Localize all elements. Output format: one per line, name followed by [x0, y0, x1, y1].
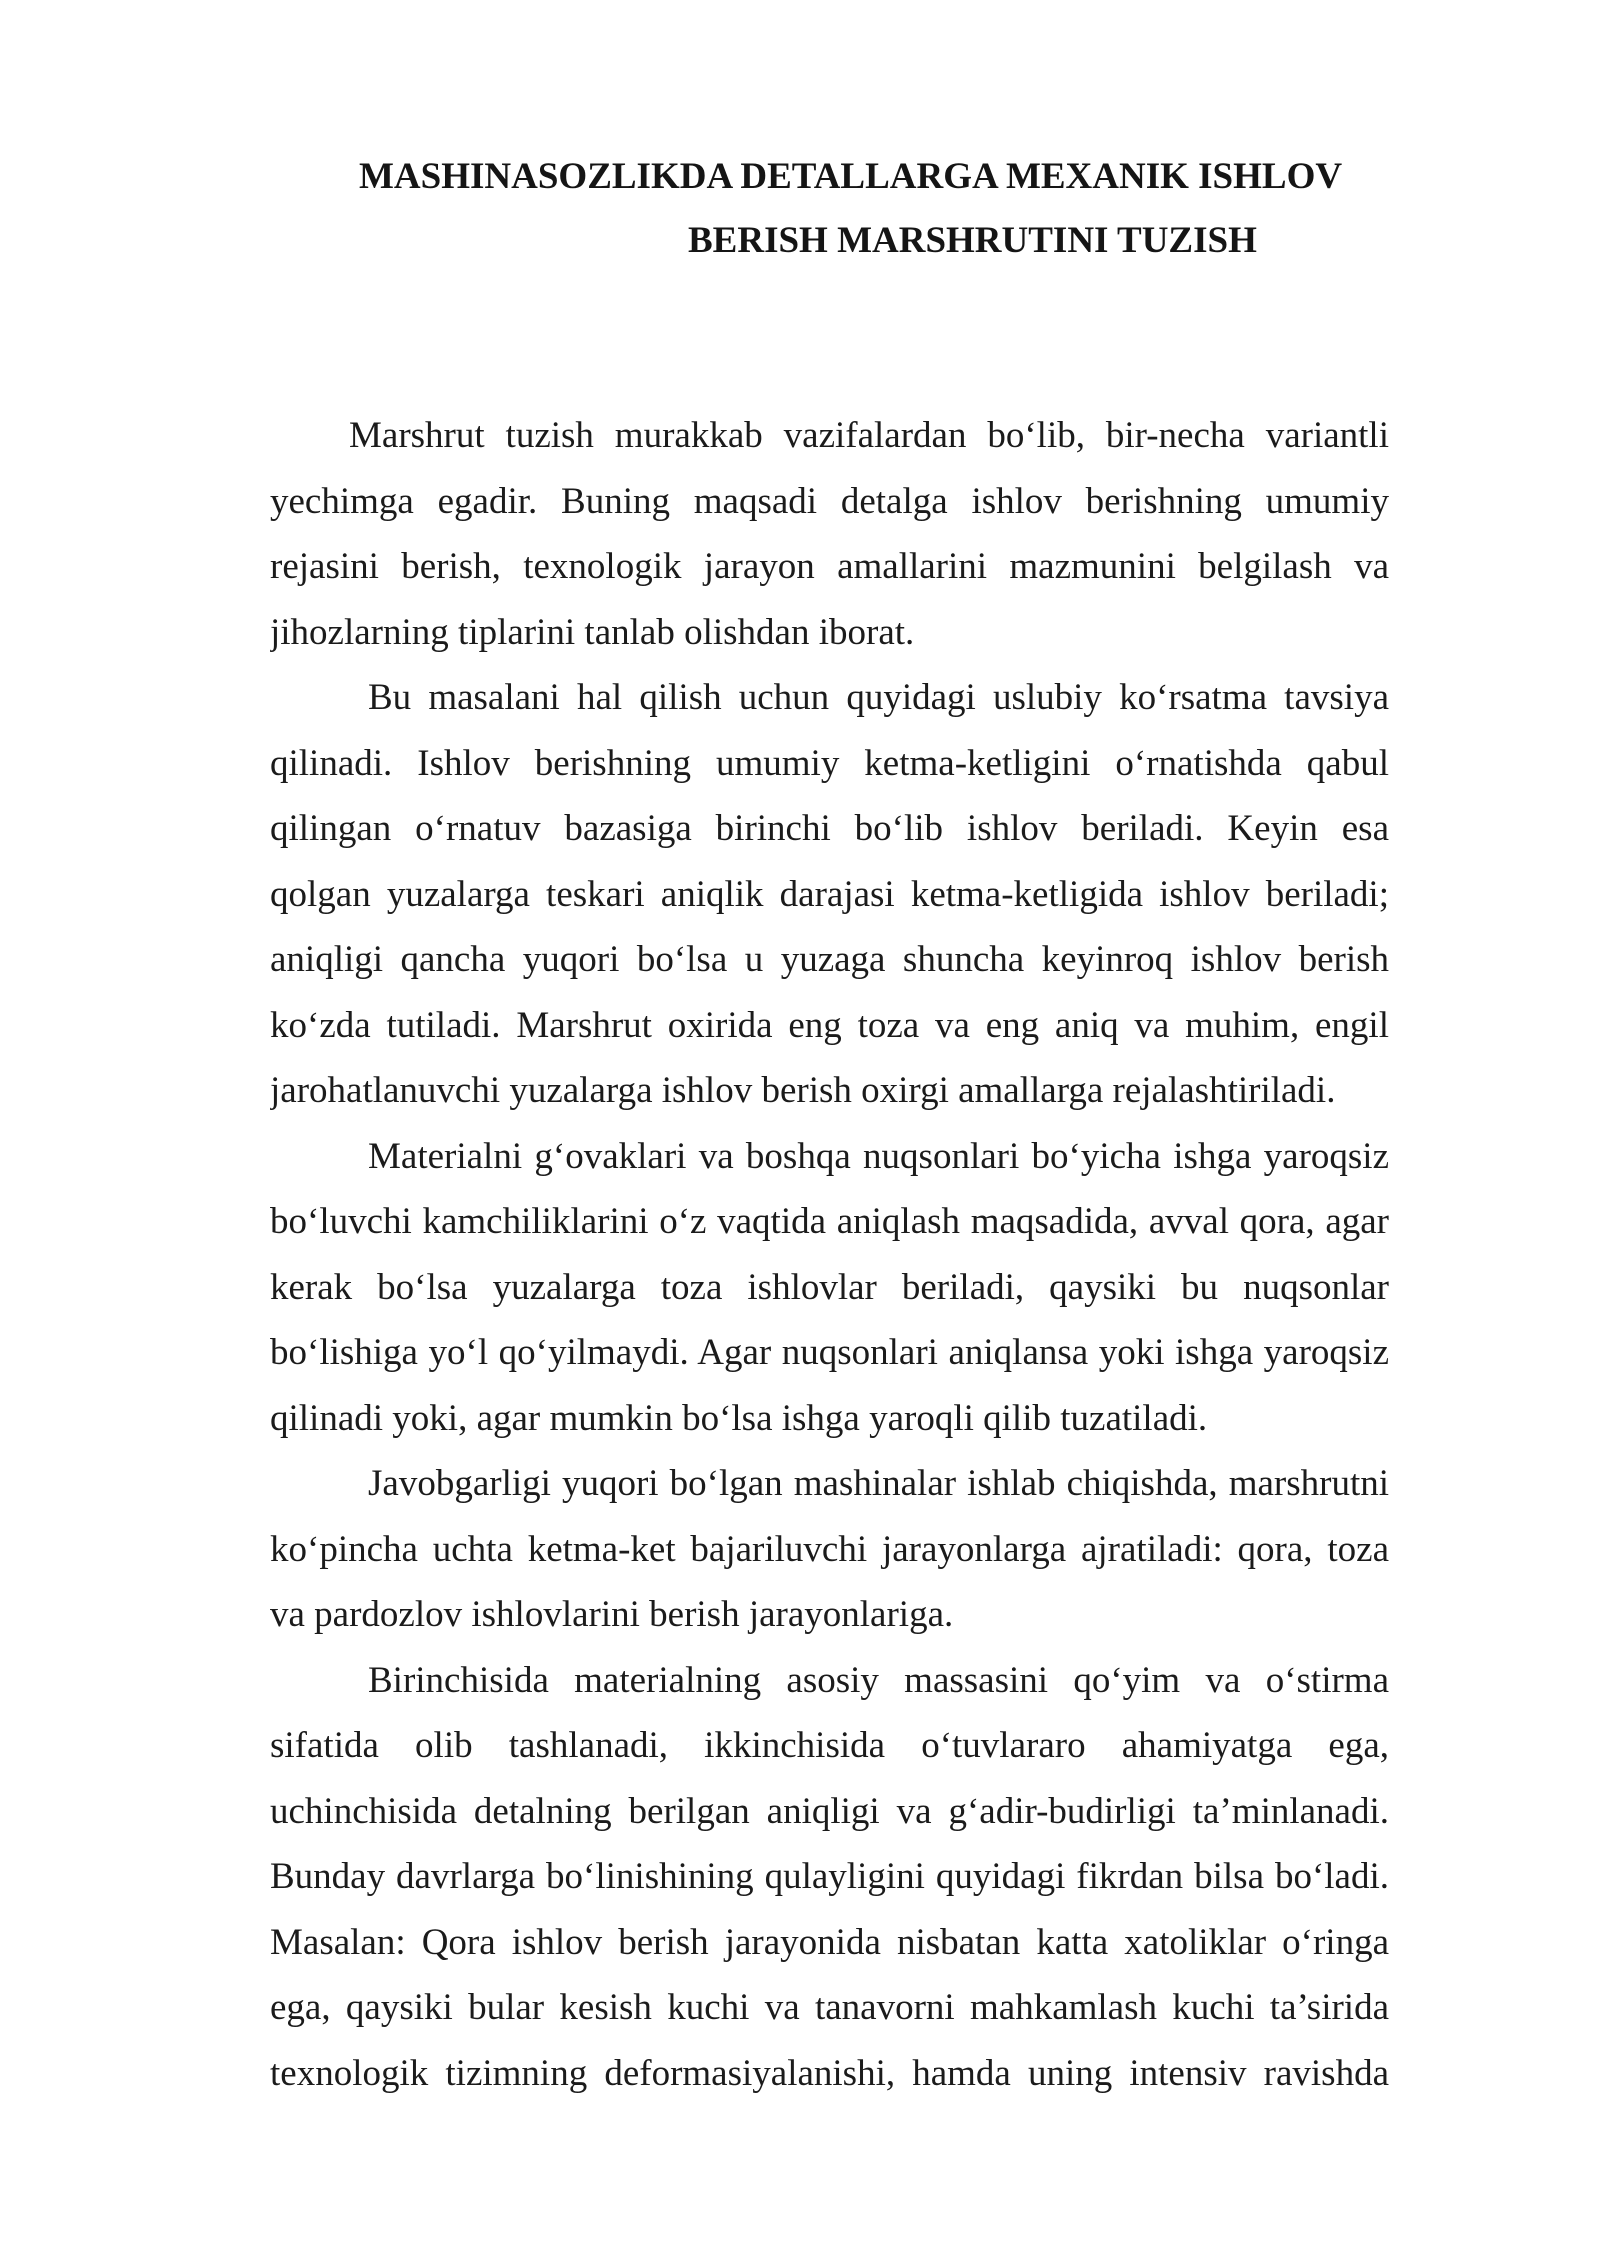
text-line: yechimga egadir. Buning maqsadi detalga ishlov berishning umumiy	[270, 480, 1389, 522]
text-line: Bunday davrlarga bo‘linishining qulayligini quyidagi fikrdan bilsa bo‘ladi.	[270, 1856, 1389, 1897]
text-line: Birinchisida materialning asosiy massasini qo‘yim va o‘stirma	[368, 1659, 1389, 1701]
text-line: bo‘lishiga yo‘l qo‘yilmaydi. Agar nuqsonlari aniqlansa yoki ishga yaroqsiz	[270, 1332, 1389, 1373]
text-line: aniqligi qancha yuqori bo‘lsa u yuzaga shuncha keyinroq ishlov berish	[270, 939, 1389, 980]
text-line: jarohatlanuvchi yuzalarga ishlov berish oxirgi amallarga rejalashtiriladi.	[270, 1070, 1336, 1111]
document-title-line: BERISH MARSHRUTINI TUZISH	[688, 220, 1257, 261]
text-line: sifatida olib tashlanadi, ikkinchisida o‘tuvlararo ahamiyatga ega,	[270, 1725, 1389, 1766]
text-line: bo‘luvchi kamchiliklarini o‘z vaqtida aniqlash maqsadida, avval qora, agar	[270, 1201, 1389, 1242]
text-line: qolgan yuzalarga teskari aniqlik darajasi ketma-ketligida ishlov beriladi;	[270, 873, 1389, 915]
text-line: ko‘pincha uchta ketma-ket bajariluvchi jarayonlarga ajratiladi: qora, toza	[270, 1528, 1389, 1570]
text-line: texnologik tizimning deformasiyalanishi, hamda uning intensiv ravishda	[270, 2052, 1389, 2094]
text-line: ko‘zda tutiladi. Marshrut oxirida eng toza va eng aniq va muhim, engil	[270, 1004, 1389, 1046]
text-line: Marshrut tuzish murakkab vazifalardan bo‘lib, bir-necha variantli	[349, 415, 1389, 456]
text-line: ega, qaysiki bular kesish kuchi va tanavorni mahkamlash kuchi ta’sirida	[270, 1987, 1389, 2028]
document-title-line: MASHINASOZLIKDA DETALLARGA MEXANIK ISHLOV	[359, 156, 1343, 197]
text-line: rejasini berish, texnologik jarayon amallarini mazmunini belgilash va	[270, 546, 1389, 587]
paragraph	[270, 665, 1389, 1124]
paragraph	[270, 1451, 1389, 1648]
paragraph	[270, 1648, 1389, 2107]
text-line: va pardozlov ishlovlarini berish jarayonlariga.	[270, 1594, 954, 1635]
text-line: qilingan o‘rnatuv bazasiga birinchi bo‘lib ishlov beriladi. Keyin esa	[270, 808, 1389, 849]
paragraph	[270, 1124, 1389, 1452]
document-body	[270, 403, 1389, 2106]
paragraph	[270, 403, 1389, 665]
text-line: Javobgarligi yuqori bo‘lgan mashinalar ishlab chiqishda, marshrutni	[368, 1463, 1389, 1504]
text-line: qilinadi. Ishlov berishning umumiy ketma-ketligini o‘rnatishda qabul	[270, 742, 1389, 784]
text-line: qilinadi yoki, agar mumkin bo‘lsa ishga yaroqli qilib tuzatiladi.	[270, 1397, 1208, 1439]
text-line: Masalan: Qora ishlov berish jarayonida nisbatan katta xatoliklar o‘ringa	[270, 1921, 1389, 1963]
text-line: jihozlarning tiplarini tanlab olishdan iborat.	[270, 611, 915, 653]
text-line: Materialni g‘ovaklari va boshqa nuqsonlari bo‘yicha ishga yaroqsiz	[368, 1135, 1389, 1177]
text-line: Bu masalani hal qilish uchun quyidagi uslubiy ko‘rsatma tavsiya	[368, 677, 1389, 718]
text-line: uchinchisida detalning berilgan aniqligi va g‘adir-budirligi ta’minlanadi.	[270, 1790, 1389, 1832]
text-line: kerak bo‘lsa yuzalarga toza ishlovlar beriladi, qaysiki bu nuqsonlar	[270, 1266, 1389, 1308]
